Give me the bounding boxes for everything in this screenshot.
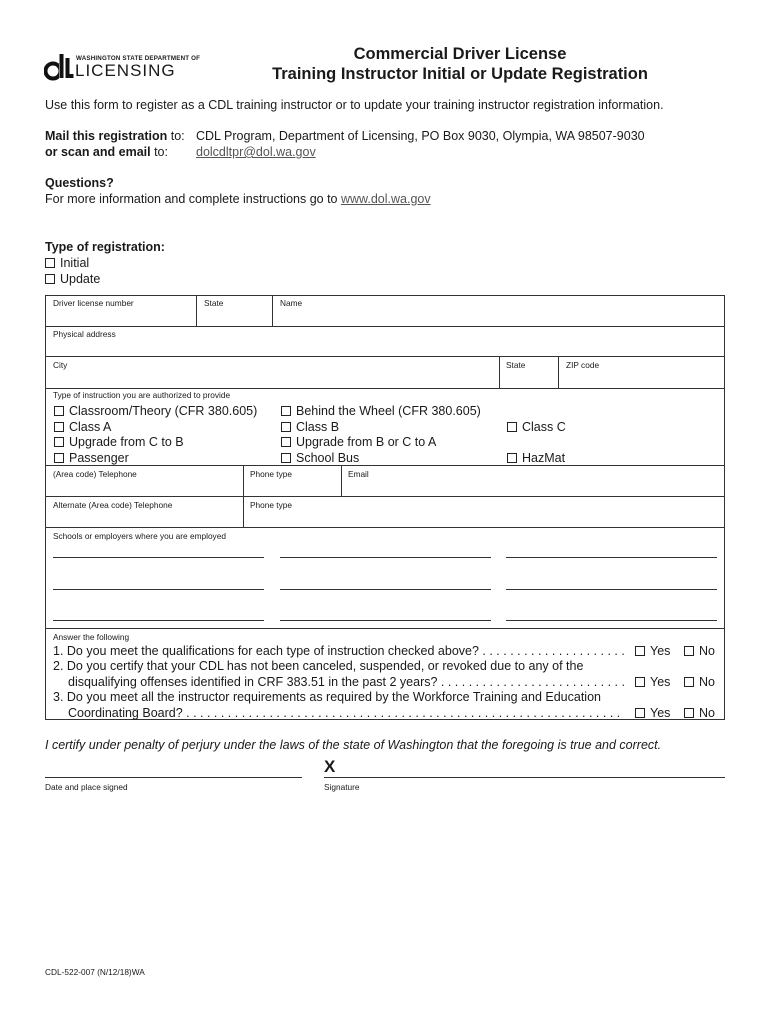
form-title-line2: Training Instructor Initial or Update Registration [272, 65, 648, 83]
school-entry-line[interactable] [506, 557, 717, 558]
scan-label-row [45, 145, 168, 159]
no-checkbox[interactable] [684, 677, 694, 687]
col-divider [196, 295, 197, 326]
signature-x-mark: X [324, 757, 336, 776]
checkbox[interactable] [281, 453, 291, 463]
mail-to: to: [167, 129, 185, 143]
logo-dept-text: WASHINGTON STATE DEPARTMENT OF [76, 55, 201, 62]
update-checkbox[interactable] [45, 274, 55, 284]
option-classroom-theory[interactable] [54, 404, 257, 418]
option-class-b[interactable] [281, 420, 339, 434]
option-class-a[interactable] [54, 420, 111, 434]
certification-statement: I certify under penalty of perjury under the laws of the state of Washington that the foregoing is true and correct. [45, 738, 662, 752]
date-place-line[interactable] [45, 777, 302, 778]
cdl-logo-icon [44, 52, 74, 82]
registration-initial[interactable] [45, 256, 89, 270]
row-divider [45, 356, 725, 357]
question-2-line2: disqualifying offenses identified in CRF 383.51 in the past 2 years? . . . . . . . . . . . . . . . . . . . . . . . . . . . [68, 675, 625, 689]
q1-yes[interactable] [635, 644, 670, 658]
col-divider [243, 465, 244, 527]
no-checkbox[interactable] [684, 708, 694, 718]
questions-text: For more information and complete instructions go to [45, 192, 341, 206]
row-divider [45, 496, 725, 497]
col-divider [558, 356, 559, 388]
school-entry-line[interactable] [53, 557, 264, 558]
yes-checkbox[interactable] [635, 677, 645, 687]
mail-address: CDL Program, Department of Licensing, PO Box 9030, Olympia, WA 98507-9030 [196, 129, 645, 143]
zip-field[interactable]: ZIP code [566, 360, 600, 370]
school-entry-line[interactable] [280, 589, 491, 590]
driver-license-field[interactable]: Driver license number [53, 298, 134, 308]
yes-label: Yes [650, 675, 671, 689]
questions-row [45, 192, 431, 206]
yes-label: Yes [650, 706, 671, 720]
no-checkbox[interactable] [684, 646, 694, 656]
form-number: CDL-522-007 (N/12/18)WA [45, 967, 145, 977]
row-divider [45, 527, 725, 528]
school-entry-line[interactable] [506, 589, 717, 590]
checkbox[interactable] [507, 422, 517, 432]
mail-label-row [45, 129, 185, 143]
option-upgrade-b-or-c-to-a[interactable] [281, 435, 436, 449]
checkbox[interactable] [54, 422, 64, 432]
alt-telephone-field[interactable]: Alternate (Area code) Telephone [53, 500, 173, 510]
school-entry-line[interactable] [53, 620, 264, 621]
mail-label: Mail this registration [45, 129, 168, 143]
no-label: No [699, 706, 715, 720]
question-3-line1: 3. Do you meet all the instructor requirements as required by the Workforce Training and Education [53, 690, 601, 704]
school-entry-line[interactable] [280, 620, 491, 621]
col-divider [499, 356, 500, 388]
state2-field[interactable]: State [506, 360, 526, 370]
no-label: No [699, 644, 715, 658]
checkbox[interactable] [281, 437, 291, 447]
physical-address-field[interactable]: Physical address [53, 329, 116, 339]
date-place-label: Date and place signed [45, 782, 128, 792]
initial-checkbox[interactable] [45, 258, 55, 268]
registration-update[interactable] [45, 272, 100, 286]
telephone-field[interactable]: (Area code) Telephone [53, 469, 137, 479]
row-divider [45, 628, 725, 629]
option-label: Class B [296, 420, 340, 434]
option-label: Behind the Wheel (CFR 380.605) [296, 404, 481, 418]
form-title-line1: Commercial Driver License [353, 45, 567, 63]
email-link[interactable]: dolcdltpr@dol.wa.gov [196, 145, 316, 159]
scan-label: or scan and email [45, 145, 151, 159]
school-entry-line[interactable] [506, 620, 717, 621]
row-divider [45, 326, 725, 327]
checkbox[interactable] [54, 406, 64, 416]
questions-heading: Questions? [45, 176, 114, 190]
checkbox[interactable] [54, 453, 64, 463]
row-divider [45, 465, 725, 466]
option-label: HazMat [522, 451, 566, 465]
col-divider [272, 295, 273, 326]
col-divider [341, 465, 342, 496]
option-label: Class C [522, 420, 566, 434]
q2-yes[interactable] [635, 675, 670, 689]
no-label: No [699, 675, 715, 689]
phone-type2-field[interactable]: Phone type [250, 500, 292, 510]
school-entry-line[interactable] [53, 589, 264, 590]
name-field[interactable]: Name [280, 298, 303, 308]
state-field[interactable]: State [204, 298, 224, 308]
intro-text: Use this form to register as a CDL training instructor or to update your training instructor registration information. [45, 98, 664, 112]
q1-no[interactable] [684, 644, 715, 658]
instruction-type-label: Type of instruction you are authorized to provide [53, 390, 231, 400]
option-label: Upgrade from C to B [69, 435, 184, 449]
option-upgrade-c-to-b[interactable] [54, 435, 184, 449]
row-divider [45, 388, 725, 389]
phone-type-field[interactable]: Phone type [250, 469, 292, 479]
dol-logo [44, 50, 204, 82]
option-behind-the-wheel[interactable] [281, 404, 481, 418]
update-label: Update [60, 272, 101, 286]
yes-checkbox[interactable] [635, 708, 645, 718]
q2-no[interactable] [684, 675, 715, 689]
signature-label: Signature [324, 782, 360, 792]
school-entry-line[interactable] [280, 557, 491, 558]
checkbox[interactable] [54, 437, 64, 447]
option-label: Classroom/Theory (CFR 380.605) [69, 404, 258, 418]
checkbox[interactable] [281, 422, 291, 432]
question-3-line2: Coordinating Board? . . . . . . . . . . . . . . . . . . . . . . . . . . . . . . . . . . . . . . . . . . . . . . . . . . . . . . . . . . . . . . . [68, 706, 621, 720]
question-2-line1: 2. Do you certify that your CDL has not been canceled, suspended, or revoked due to any of the [53, 659, 584, 673]
option-label: Passenger [69, 451, 129, 465]
q3-no[interactable] [684, 706, 715, 720]
option-label: School Bus [296, 451, 360, 465]
option-passenger[interactable] [54, 451, 129, 465]
option-label: Class A [69, 420, 112, 434]
answer-label: Answer the following [53, 632, 130, 642]
option-hazmat[interactable] [507, 451, 565, 465]
initial-label: Initial [60, 256, 90, 270]
scan-to: to: [150, 145, 168, 159]
yes-label: Yes [650, 644, 671, 658]
option-label: Upgrade from B or C to A [296, 435, 437, 449]
checkbox[interactable] [507, 453, 517, 463]
signature-line[interactable] [324, 777, 725, 778]
logo-licensing-text: LICENSING [75, 61, 176, 80]
checkbox[interactable] [281, 406, 291, 416]
yes-checkbox[interactable] [635, 646, 645, 656]
option-class-c[interactable] [507, 420, 566, 434]
question-1: 1. Do you meet the qualifications for each type of instruction checked above? . . . . . . . . . . . . . . . . . . . . . [53, 644, 625, 658]
q3-yes[interactable] [635, 706, 670, 720]
schools-label: Schools or employers where you are employed [53, 531, 226, 541]
dol-website-link[interactable]: www.dol.wa.gov [340, 192, 431, 206]
option-school-bus[interactable] [281, 451, 359, 465]
email-field[interactable]: Email [348, 469, 369, 479]
city-field[interactable]: City [53, 360, 68, 370]
registration-heading: Type of registration: [45, 240, 165, 254]
